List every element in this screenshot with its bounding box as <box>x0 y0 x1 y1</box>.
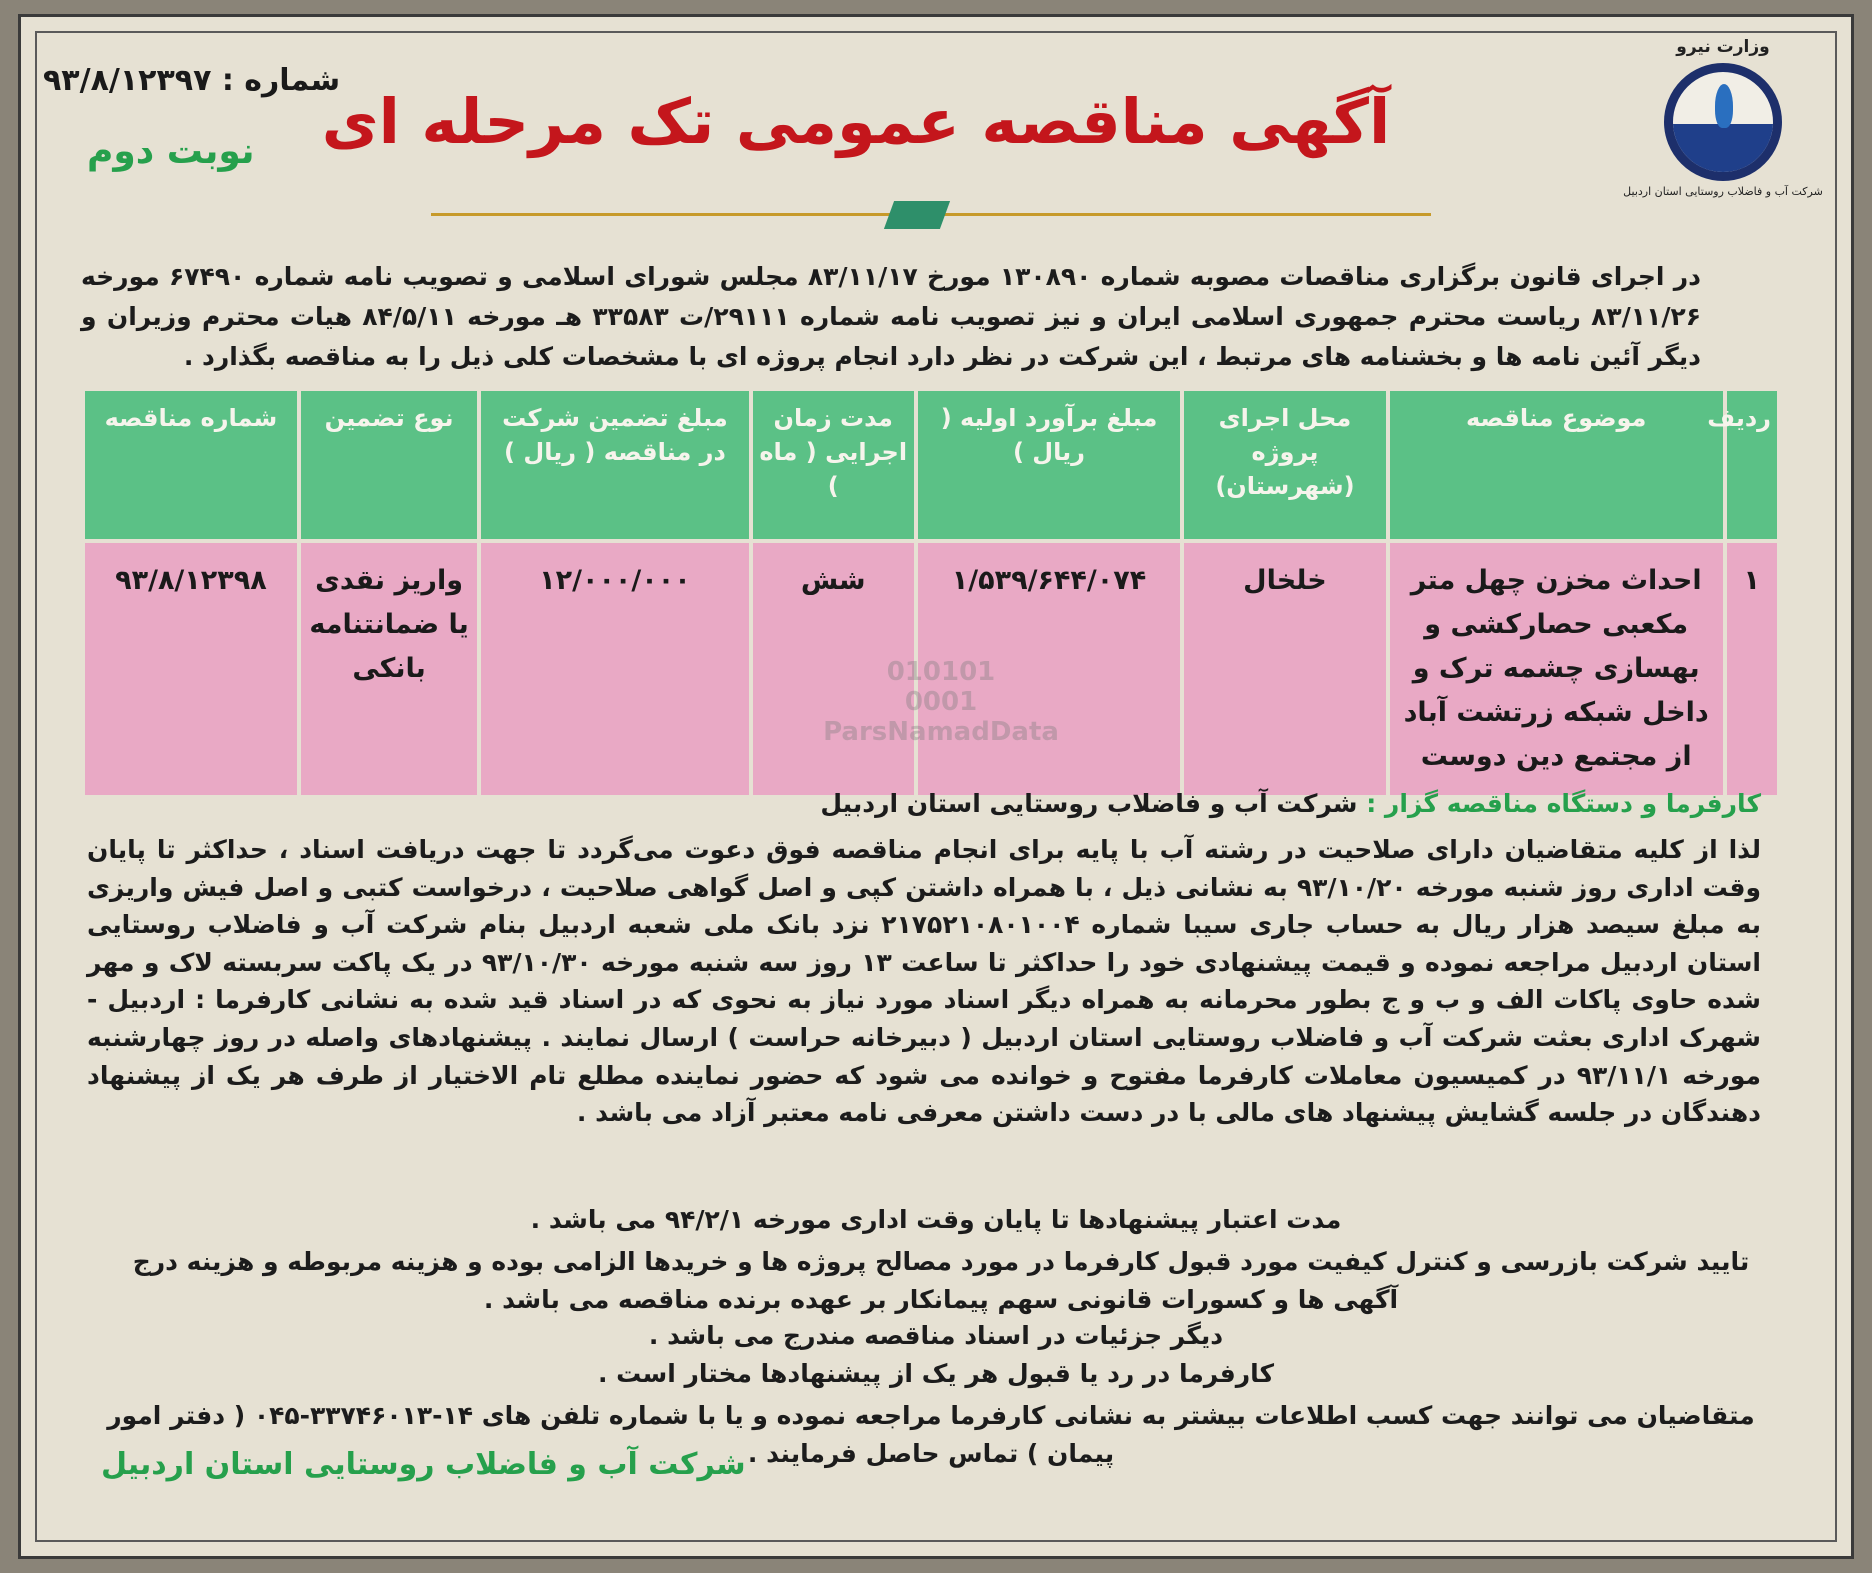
employer-label: کارفرما و دستگاه مناقصه گزار : <box>1366 789 1761 818</box>
advert-number-value: ۹۳/۸/۱۲۳۹۷ <box>43 63 212 98</box>
cell-tender-number: ۹۳/۸/۱۲۳۹۸ <box>85 543 297 795</box>
publication-turn: نوبت دوم <box>87 131 255 172</box>
cell-location: خلخال <box>1184 543 1386 795</box>
employer-line <box>81 789 1761 818</box>
col-header-guarantee-amount: مبلغ تضمین شرکت در مناقصه ( ریال ) <box>481 391 748 539</box>
cell-estimate: ۱/۵۳۹/۶۴۴/۰۷۴ <box>918 543 1180 795</box>
watermark-brand: ParsNamadData <box>823 717 1059 747</box>
logo-water-wave <box>1673 124 1773 172</box>
cell-guarantee-type: واریز نقدی یا ضمانتنامه بانکی <box>301 543 477 795</box>
title-divider-ornament <box>884 201 950 229</box>
col-header-duration: مدت زمان اجرایی ( ماه ) <box>753 391 914 539</box>
col-header-subject: موضوع مناقصه <box>1390 391 1723 539</box>
inspection-paragraph: تایید شرکت بازرسی و کنترل کیفیت مورد قبول کارفرما در مورد مصالح پروژه ها و خریدها الزامی بوده و هزینه مربوطه و هزینه درج آگهی ها و کسورات قانونی سهم پیمانکار بر عهده برنده مناقصه می باشد . <box>132 1247 1750 1314</box>
logo-leaf <box>1715 84 1733 128</box>
col-header-location: محل اجرای پروژه (شهرستان) <box>1184 391 1386 539</box>
footer-company-name: شرکت آب و فاضلاب روستایی استان اردبیل <box>101 1447 746 1482</box>
tender-advertisement <box>18 14 1854 1559</box>
col-header-index: ردیف <box>1727 391 1777 539</box>
page-title: آگهی مناقصه عمومی تک مرحله ای <box>321 85 1391 158</box>
cell-index: ۱ <box>1727 543 1777 795</box>
ministry-label: وزارت نیرو <box>1676 37 1770 57</box>
col-header-tender-number: شماره مناقصه <box>85 391 297 539</box>
validity-line: مدت اعتبار پیشنهادها تا پایان وقت اداری مورخه ۹۴/۲/۱ می باشد . <box>530 1205 1342 1234</box>
rights-line: کارفرما در رد یا قبول هر یک از پیشنهادها مختار است . <box>597 1359 1275 1388</box>
watermark <box>761 657 1121 787</box>
logo-caption: شرکت آب و فاضلاب روستایی استان اردبیل <box>1623 185 1823 198</box>
watermark-digits-1: 010101 <box>886 657 996 687</box>
col-header-estimate: مبلغ برآورد اولیه ( ریال ) <box>918 391 1180 539</box>
employer-value: شرکت آب و فاضلاب روستایی استان اردبیل <box>820 789 1358 818</box>
table-header-row <box>85 391 1777 539</box>
cell-duration: شش <box>753 543 914 795</box>
cell-subject: احداث مخزن چهل متر مکعبی حصارکشی و بهسازی چشمه ترک و داخل شبکه زرتشت آباد از مجتمع دین دوست <box>1390 543 1723 795</box>
body-paragraph: لذا از کلیه متقاضیان دارای صلاحیت در رشته آب با پایه برای انجام مناقصه فوق دعوت می‌گردد تا جهت دریافت اسناد ، حداکثر تا پایان وقت اداری روز شنبه مورخه ۹۳/۱۰/۲۰ به نشانی ذیل ، با همراه داشتن کپی و اصل گواهی صلاحیت ، درخواست کتبی و اصل فیش واریزی به مبلغ سیصد هزار ریال به حساب جاری سیبا شماره ۲۱۷۵۲۱۰۸۰۱۰۰۴ نزد بانک ملی شعبه اردبیل بنام شرکت آب و فاضلاب روستایی استان اردبیل مراجعه نموده و قیمت پیشنهادی خود را حداکثر تا ساعت ۱۳ روز سه شنبه مورخه ۹۳/۱۰/۳۰ در یک پاکت سربسته لاک و مهر شده حاوی پاکات الف و ب و ج بطور محرمانه به همراه دیگر اسناد مورد نیاز به نحوی که در اسناد قید شده به نشانی کارفرما : اردبیل - شهرک اداری بعثت شرکت آب و فاضلاب روستایی استان اردبیل ( دبیرخانه حراست ) ارسال نمایند . پیشنهادهای واصله در روز چهارشنبه مورخه ۹۳/۱۱/۱ در کمیسیون معاملات کارفرما مفتوح و خوانده می شود که حضور نماینده مطلع تام الاختیار از طرف هر یک از پیشنهاد دهندگان در جلسه گشایش پیشنهاد های مالی با در دست داشتن معرفی نامه معتبر آزاد می باشد . <box>87 835 1761 1128</box>
intro-paragraph: در اجرای قانون برگزاری مناقصات مصوبه شماره ۱۳۰۸۹۰ مورخ ۸۳/۱۱/۱۷ مجلس شورای اسلامی و تصویب نامه شماره ۶۷۴۹۰ مورخه ۸۳/۱۱/۲۶ ریاست محترم جمهوری اسلامی ایران و نیز تصویب نامه شماره ۲۹۱۱۱/ت ۳۳۵۸۳ هـ مورخه ۸۴/۵/۱۱ هیات محترم وزیران و دیگر آئین نامه ها و بخشنامه های مرتبط ، این شرکت در نظر دارد انجام پروژه ای با مشخصات کلی ذیل را به مناقصه بگذارد . <box>81 262 1701 371</box>
advert-number-label: شماره : <box>221 63 341 98</box>
contact-paragraph: متقاضیان می توانند جهت کسب اطلاعات بیشتر به نشانی کارفرما مراجعه نموده و یا با شماره تلفن های ۱۴-۳۳۷۴۶۰۱۳-۰۴۵ ( دفتر امور پیمان ) تماس حاصل فرمایند . <box>107 1401 1755 1468</box>
water-company-logo-icon <box>1664 63 1782 181</box>
col-header-guarantee-type: نوع تضمین <box>301 391 477 539</box>
watermark-digits-2: 0001 <box>904 687 978 717</box>
details-line: دیگر جزئیات در اسناد مناقصه مندرج می باشد . <box>648 1321 1224 1350</box>
cell-guarantee-amount: ۱۲/۰۰۰/۰۰۰ <box>481 543 748 795</box>
company-logo-block <box>1623 37 1823 237</box>
